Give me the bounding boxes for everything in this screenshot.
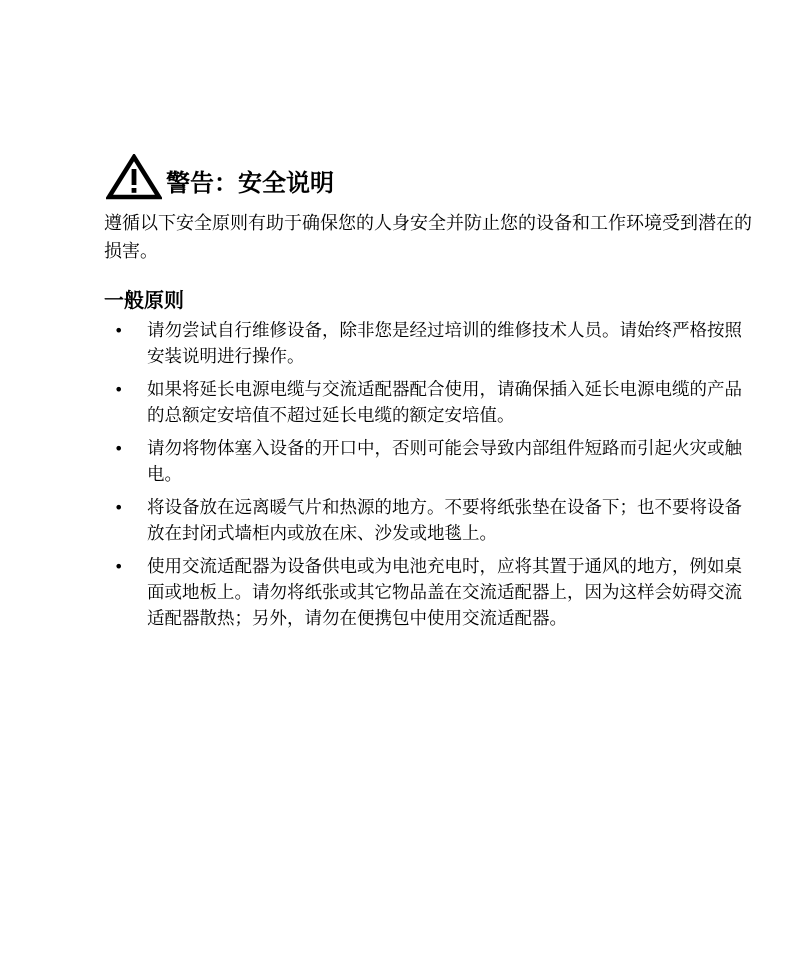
bullet-icon: • [114, 380, 124, 399]
warning-triangle-icon [106, 154, 162, 200]
intro-paragraph: 遵循以下安全原则有助于确保您的人身安全并防止您的设备和工作环境受到潜在的损害。 [104, 213, 752, 262]
warning-title: 警告：安全说明 [166, 169, 334, 197]
list-item-text: 使用交流适配器为设备供电或为电池充电时，应将其置于通风的地方，例如桌面或地板上。请勿将纸张或其它物品盖在交流适配器上，因为这样会妨碍交流适配器散热；另外，请勿在便携包中使用交流适配器。 [147, 557, 742, 629]
list-item-text: 请勿将物体塞入设备的开口中，否则可能会导致内部组件短路而引起火灾或触电。 [147, 439, 742, 485]
list-item [104, 436, 754, 488]
list-item [104, 318, 754, 370]
bullet-icon: • [114, 557, 124, 576]
bullet-icon: • [114, 498, 124, 517]
list-item [104, 554, 754, 632]
bullet-icon: • [114, 321, 124, 340]
list-item-text: 将设备放在远离暖气片和热源的地方。不要将纸张垫在设备下；也不要将设备放在封闭式墙柜内或放在床、沙发或地毯上。 [147, 498, 742, 544]
list-item-text: 请勿尝试自行维修设备，除非您是经过培训的维修技术人员。请始终严格按照安装说明进行操作。 [147, 321, 742, 367]
section-heading-general-principles: 一般原则 [104, 288, 184, 312]
list-item [104, 495, 754, 547]
bullet-icon: • [114, 439, 124, 458]
list-item-text: 如果将延长电源电缆与交流适配器配合使用，请确保插入延长电源电缆的产品的总额定安培值不超过延长电缆的额定安培值。 [147, 380, 742, 426]
warning-heading [106, 154, 334, 200]
list-item [104, 377, 754, 429]
principles-list [104, 318, 754, 639]
